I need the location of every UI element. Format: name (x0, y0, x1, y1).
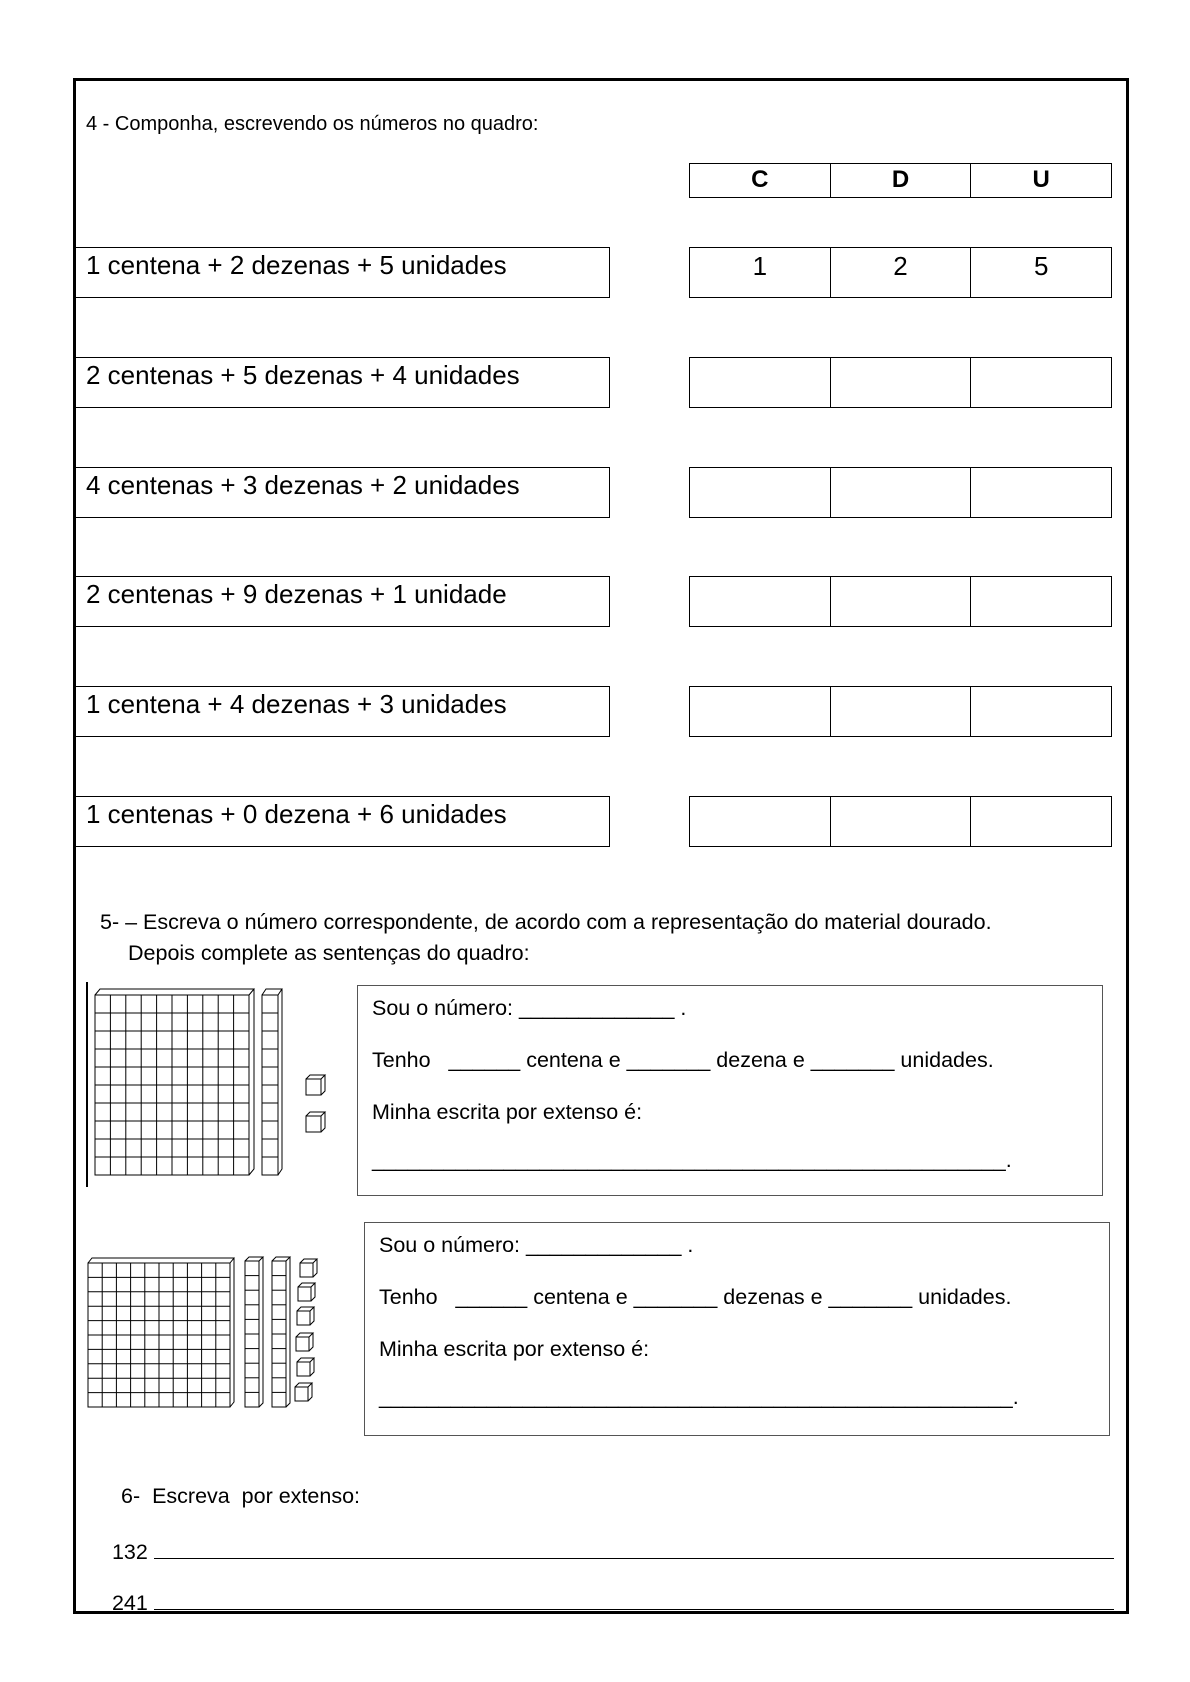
question-6-title: 6- Escreva por extenso: (121, 1484, 360, 1508)
unit-cube-icon (295, 1383, 312, 1401)
answer-blank-line[interactable] (154, 1591, 1114, 1610)
question-5-title-line1: 5- – Escreva o número correspondente, de acordo com a representação do material dourado. (100, 910, 992, 934)
base-ten-blocks-figure-2 (85, 1255, 345, 1415)
answer-d[interactable]: 2 (831, 248, 972, 297)
header-centena: C (690, 164, 831, 197)
escrita-label: Minha escrita por extenso é: (379, 1337, 650, 1361)
answer-d[interactable] (831, 577, 972, 626)
cdu-header-table (689, 163, 1112, 198)
answer-row (689, 796, 1112, 847)
answer-row (689, 357, 1112, 408)
answer-c[interactable] (690, 687, 831, 736)
answer-u[interactable] (971, 687, 1111, 736)
answer-blank-line[interactable] (154, 1540, 1114, 1559)
answer-u[interactable] (971, 358, 1111, 407)
number-label: 241 (111, 1591, 148, 1615)
expression-box: 1 centena + 2 dezenas + 5 unidades (76, 247, 610, 298)
unit-cube-icon (300, 1259, 317, 1277)
answer-row (689, 576, 1112, 627)
hundred-flat-icon (95, 989, 254, 1175)
answer-row (689, 686, 1112, 737)
expression-box: 1 centena + 4 dezenas + 3 unidades (76, 686, 610, 737)
answer-row (689, 467, 1112, 518)
extenso-row-132 (100, 1515, 1114, 1565)
unit-cube-icon (306, 1075, 325, 1095)
answer-d[interactable] (831, 797, 972, 846)
answer-u[interactable] (971, 797, 1111, 846)
answer-u[interactable]: 5 (1033, 251, 1049, 281)
base-ten-blocks-figure-1 (90, 985, 350, 1185)
unit-cube-icon (306, 1112, 325, 1132)
question-5-title-line2: Depois complete as sentenças do quadro: (128, 941, 530, 965)
unit-cube-icon (296, 1333, 313, 1351)
figure-border-line (86, 982, 88, 1187)
extenso-blank-line[interactable]: _____________________________________________________. (379, 1385, 1019, 1409)
answer-d[interactable] (831, 358, 972, 407)
unit-cube-icon (297, 1307, 314, 1325)
sentence-box-2 (364, 1222, 1110, 1436)
answer-c[interactable] (690, 577, 831, 626)
unit-cube-icon (298, 1283, 315, 1301)
question-5-title (100, 907, 1120, 969)
extenso-blank-line[interactable]: _____________________________________________________. (372, 1148, 1012, 1172)
unit-cube-icon (297, 1358, 314, 1376)
answer-u[interactable] (971, 468, 1111, 517)
header-unidade: U (1032, 166, 1050, 193)
expression-box: 4 centenas + 3 dezenas + 2 unidades (76, 467, 610, 518)
ten-rod-icon (272, 1257, 290, 1407)
sou-o-numero-line[interactable]: Sou o número: _____________ . (372, 996, 687, 1020)
answer-c[interactable]: 1 (690, 248, 831, 297)
answer-row (689, 247, 1112, 298)
ten-rod-icon (262, 989, 282, 1175)
expression-box: 1 centenas + 0 dezena + 6 unidades (76, 796, 610, 847)
answer-c[interactable] (690, 468, 831, 517)
expression-box: 2 centenas + 9 dezenas + 1 unidade (76, 576, 610, 627)
tenho-line[interactable]: Tenho ______ centena e _______ dezenas e _______ unidades. (379, 1285, 1012, 1309)
number-label: 132 (111, 1540, 148, 1564)
sou-o-numero-line[interactable]: Sou o número: _____________ . (379, 1233, 694, 1257)
answer-d[interactable] (831, 687, 972, 736)
answer-u[interactable] (971, 577, 1111, 626)
question-4-title: 4 - Componha, escrevendo os números no quadro: (86, 113, 539, 135)
answer-d[interactable] (831, 468, 972, 517)
sentence-box-1 (357, 985, 1103, 1196)
hundred-flat-icon (88, 1258, 234, 1407)
header-dezena: D (831, 164, 972, 197)
expression-box: 2 centenas + 5 dezenas + 4 unidades (76, 357, 610, 408)
answer-c[interactable] (690, 797, 831, 846)
escrita-label: Minha escrita por extenso é: (372, 1100, 643, 1124)
ten-rod-icon (245, 1257, 263, 1407)
answer-c[interactable] (690, 358, 831, 407)
tenho-line[interactable]: Tenho ______ centena e _______ dezena e _______ unidades. (372, 1048, 994, 1072)
extenso-row-241 (100, 1566, 1114, 1616)
